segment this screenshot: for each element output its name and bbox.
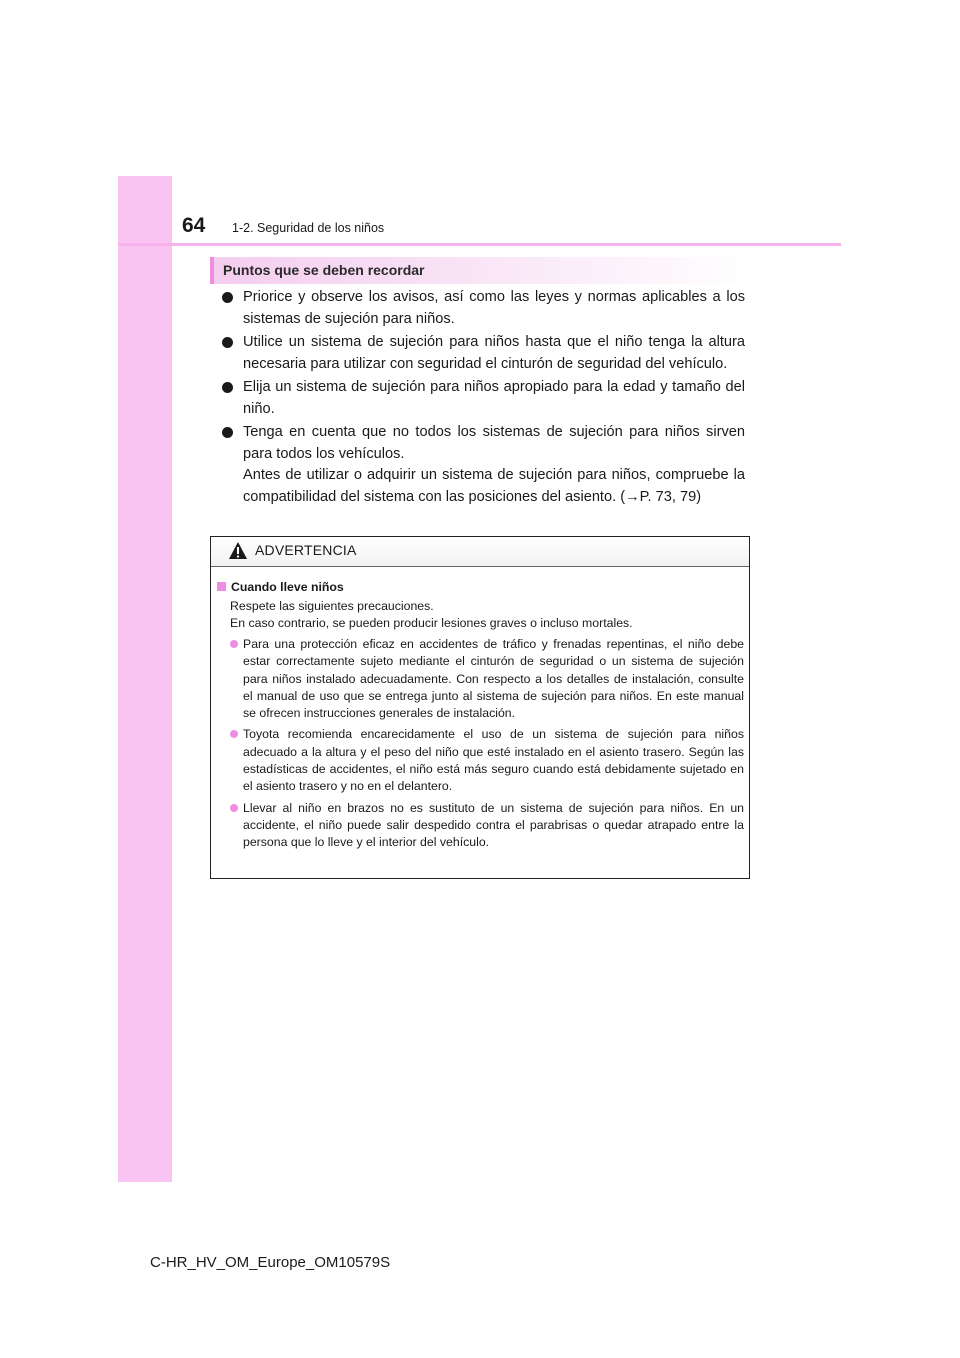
section-title: 1-2. Seguridad de los niños — [232, 221, 385, 235]
page-number: 64 — [182, 214, 206, 237]
warning-header — [211, 537, 749, 567]
section-heading-text: Puntos que se deben recordar — [223, 262, 425, 278]
warning-box — [210, 536, 750, 879]
warning-intro — [230, 598, 740, 632]
warning-title — [217, 580, 344, 594]
warning-item-text: Para una protección eficaz en accidentes de tráfico y frenadas repentinas, el niño debe estar correctamente sujeto mediante el cinturón de seguridad o un sistema de sujeción para niños instalado adecuadamente. Con respecto a los detalles de instalación, consulte el manual de uso que se entrega junto al sistema de sujeción para niños. En este manual se ofrecen instrucciones generales de instalación. — [243, 637, 744, 721]
warning-list — [230, 636, 744, 856]
list-item-text-continued: Antes de utilizar o adquirir un sistema de sujeción para niños, compruebe la compatibilidad del sistema con las posiciones del asiento. (→P. 73, 79) — [243, 467, 745, 505]
list-item-text: Elija un sistema de sujeción para niños apropiado para la edad y tamaño del niño. — [243, 379, 745, 417]
list-item — [222, 377, 745, 420]
list-item — [222, 287, 745, 330]
warning-list-item — [230, 726, 744, 795]
warning-intro-line: En caso contrario, se pueden producir lesiones graves o incluso mortales. — [230, 616, 633, 630]
footer-doc-code: C-HR_HV_OM_Europe_OM10579S — [150, 1254, 391, 1271]
list-item — [222, 422, 745, 508]
pink-dot-icon — [230, 804, 238, 812]
warning-item-text: Toyota recomienda encarecidamente el uso de un sistema de sujeción para niños adecuado a la altura y el peso del niño que esté instalado en el asiento trasero. Según las estadísticas de accidentes, el niño está más seguro cuando está debidamente sujetado en el asiento trasero y no en el delantero. — [243, 727, 744, 794]
list-item — [222, 332, 745, 375]
warning-list-item — [230, 800, 744, 852]
list-item-text: Tenga en cuenta que no todos los sistemas de sujeción para niños sirven para todos los vehículos. — [243, 424, 745, 462]
list-item-text: Utilice un sistema de sujeción para niños hasta que el niño tenga la altura necesaria para utilizar con seguridad el cinturón de seguridad del vehículo. — [243, 334, 745, 372]
warning-triangle-icon — [228, 541, 248, 560]
warning-intro-line: Respete las siguientes precauciones. — [230, 599, 434, 613]
warning-item-text: Llevar al niño en brazos no es sustituto de un sistema de sujeción para niños. En un accidente, el niño puede salir despedido contra el parabrisas o quedar atrapado entre la persona que lo lleve y el interior del vehículo. — [243, 800, 744, 850]
square-bullet-icon — [217, 582, 226, 591]
section-heading — [210, 257, 750, 284]
header-rule — [118, 243, 841, 246]
pink-dot-icon — [230, 730, 238, 738]
warning-label: ADVERTENCIA — [255, 542, 357, 558]
bullet-dot-icon — [222, 337, 233, 348]
chapter-side-tab — [118, 176, 172, 1182]
section-heading-bar — [210, 257, 214, 284]
pink-dot-icon — [230, 640, 238, 648]
warning-title-text: Cuando lleve niños — [231, 580, 344, 594]
bullet-dot-icon — [222, 427, 233, 438]
bullet-dot-icon — [222, 382, 233, 393]
warning-list-item — [230, 636, 744, 722]
list-item-text: Priorice y observe los avisos, así como las leyes y normas aplicables a los sistemas de sujeción para niños. — [243, 289, 745, 327]
bullet-list — [222, 287, 745, 510]
bullet-dot-icon — [222, 292, 233, 303]
